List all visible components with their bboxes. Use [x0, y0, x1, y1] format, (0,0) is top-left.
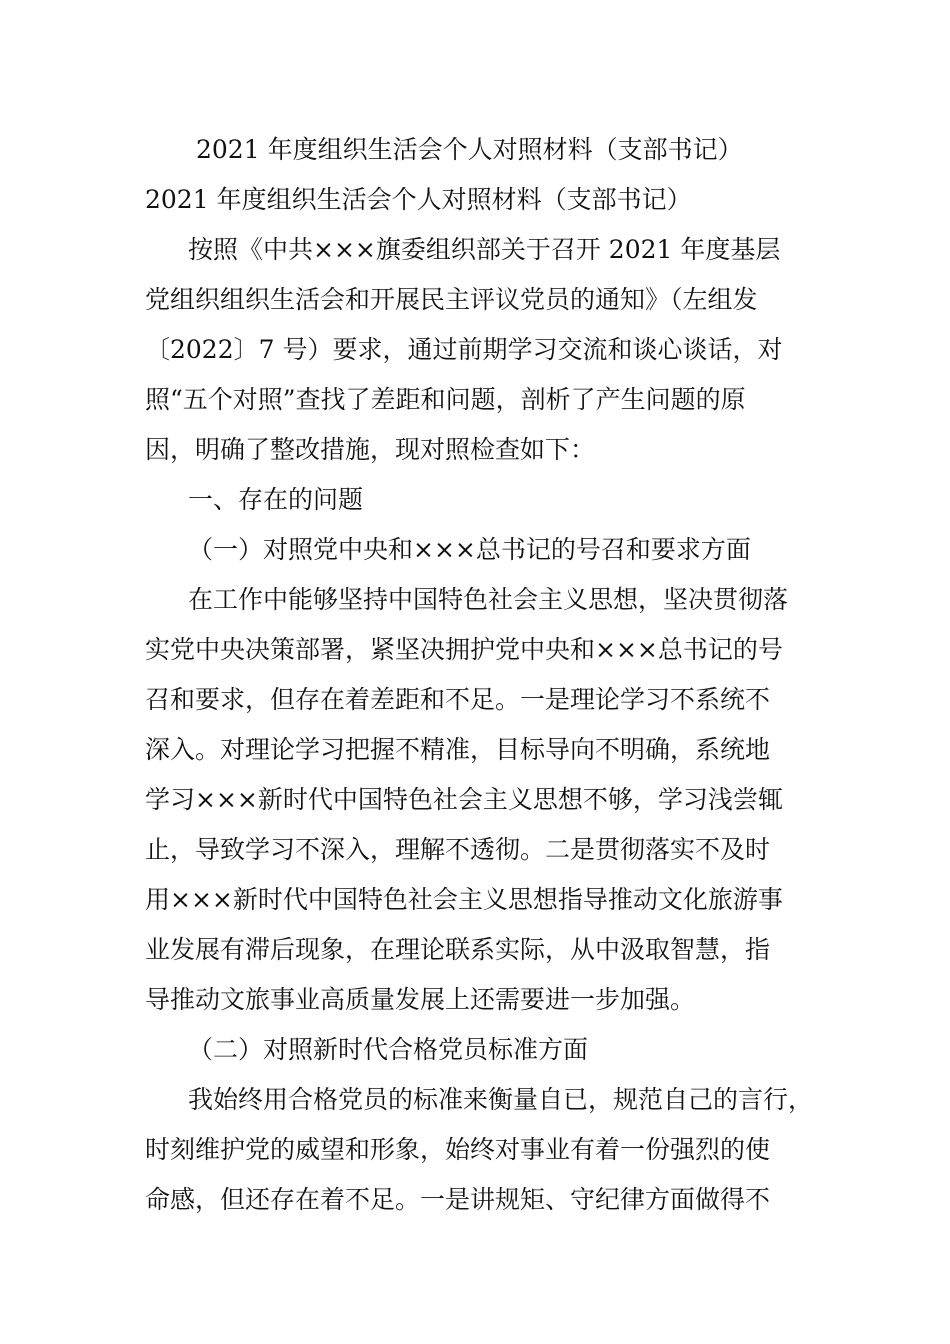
paragraph-line: 业发展有滞后现象，在理论联系实际，从中汲取智慧，指: [145, 935, 771, 964]
paragraph-line: 止，导致学习不深入，理解不透彻。二是贯彻落实不及时: [145, 835, 771, 864]
subsection-heading: （二）对照新时代合格党员标准方面: [188, 1035, 589, 1064]
paragraph-line: 〔2022〕7 号）要求，通过前期学习交流和谈心谈话，对: [145, 335, 783, 364]
paragraph-line: 学习×××新时代中国特色社会主义思想不够，学习浅尝辄: [145, 785, 783, 814]
paragraph-line: 时刻维护党的威望和形象，始终对事业有着一份强烈的使: [145, 1135, 771, 1164]
paragraph-line: 在工作中能够坚持中国特色社会主义思想，坚决贯彻落: [188, 585, 789, 614]
paragraph-line: 导推动文旅事业高质量发展上还需要进一步加强。: [145, 985, 696, 1014]
paragraph-line: 照“五个对照”查找了差距和问题，剖析了产生问题的原: [145, 385, 746, 414]
paragraph-line: 召和要求，但存在着差距和不足。一是理论学习不系统不: [145, 685, 771, 714]
paragraph-line: 用×××新时代中国特色社会主义思想指导推动文化旅游事: [145, 885, 783, 914]
subsection-heading: （一）对照党中央和×××总书记的号召和要求方面: [188, 535, 751, 564]
document-title: 2021 年度组织生活会个人对照材料（支部书记）: [196, 135, 743, 164]
paragraph-line: 深入。对理论学习把握不精准，目标导向不明确，系统地: [145, 735, 771, 764]
paragraph-line: 因，明确了整改措施，现对照检查如下：: [145, 435, 596, 464]
paragraph-line: 党组织组织生活会和开展民主评议党员的通知》（左组发: [145, 285, 758, 314]
paragraph-line: 命感，但还存在着不足。一是讲规矩、守纪律方面做得不: [145, 1185, 771, 1214]
paragraph-line: 我始终用合格党员的标准来衡量自已，规范自己的言行，: [188, 1085, 814, 1114]
paragraph-line: 实党中央决策部署，紧坚决拥护党中央和×××总书记的号: [145, 635, 783, 664]
section-heading: 一、存在的问题: [188, 485, 364, 514]
document-subtitle: 2021 年度组织生活会个人对照材料（支部书记）: [145, 185, 692, 214]
paragraph-line: 按照《中共×××旗委组织部关于召开 2021 年度基层: [188, 235, 781, 264]
